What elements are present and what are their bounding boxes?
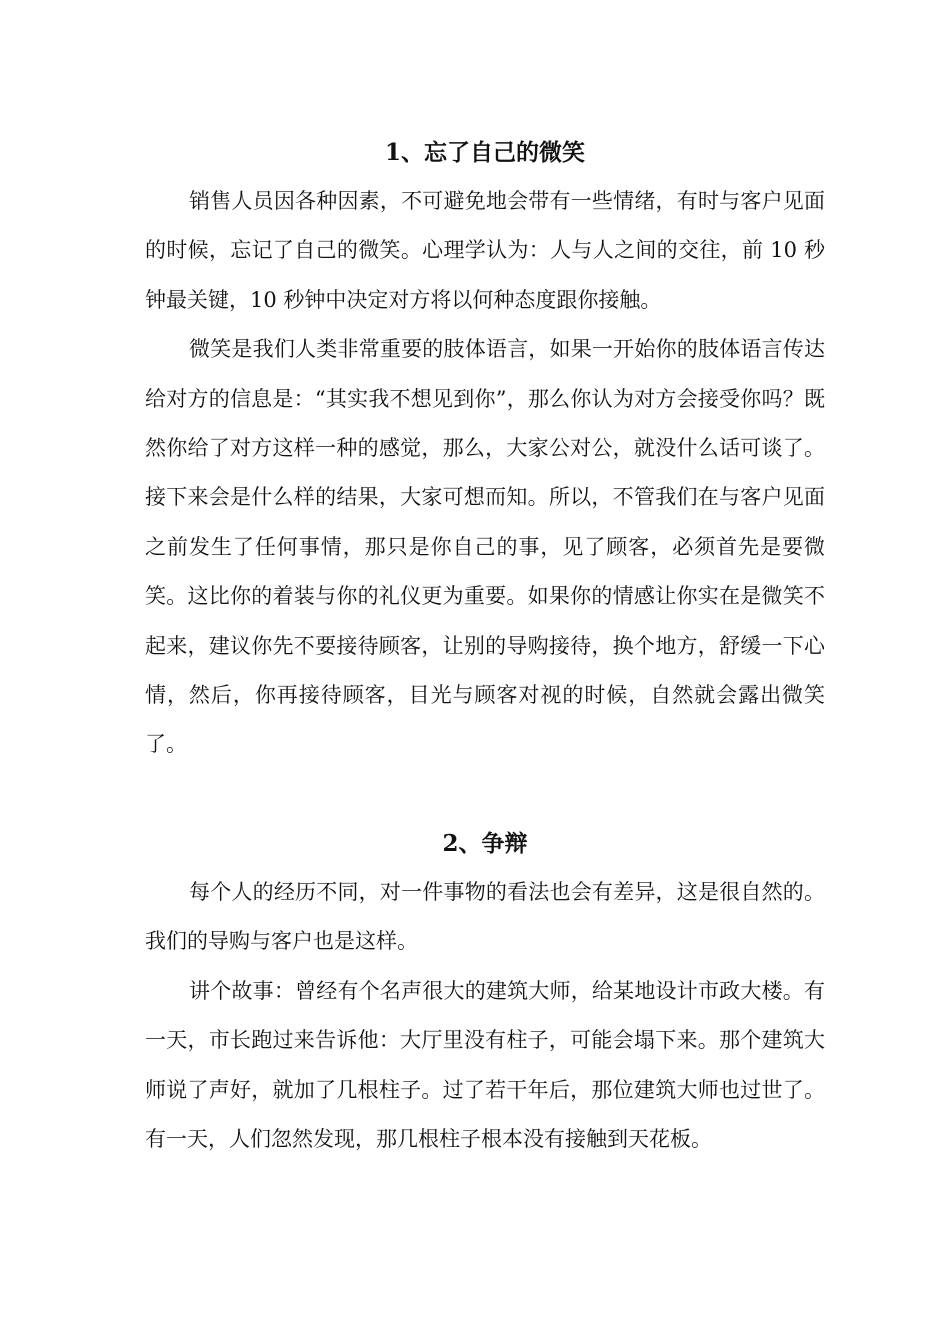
section-2-heading: 2、争辩 [442, 829, 528, 857]
section-1-paragraph-1: 销售人员因各种因素，不可避免地会带有一些情绪，有时与客户见面的时候，忘记了自己的微笑。心理学认为：人与人之间的交往，前 10 秒钟最关键，10 秒钟中决定对方将以何种态度跟你接触。 [145, 189, 825, 312]
section-1-paragraph-2: 微笑是我们人类非常重要的肢体语言，如果一开始你的肢体语言传达给对方的信息是：“其实我不想见到你”，那么你认为对方会接受你吗？既然你给了对方这样一种的感觉，那么，大家公对公，就没什么话可谈了。接下来会是什么样的结果，大家可想而知。所以，不管我们在与客户见面之前发生了任何事情，那只是你自己的事，见了顾客，必须首先是要微笑。这比你的着装与你的礼仪更为重要。如果你的情感让你实在是微笑不起来，建议你先不要接待顾客，让别的导购接待，换个地方，舒缓一下心情，然后，你再接待顾客，目光与顾客对视的时候，自然就会露出微笑了。 [145, 337, 825, 757]
section-2-paragraph-1: 每个人的经历不同，对一件事物的看法也会有差异，这是很自然的。我们的导购与客户也是这样。 [145, 879, 825, 954]
section-1-heading: 1、忘了自己的微笑 [384, 139, 585, 166]
section-2-paragraph-2: 讲个故事：曾经有个名声很大的建筑大师，给某地设计市政大楼。有一天，市长跑过来告诉他：大厅里没有柱子，可能会塌下来。那个建筑大师说了声好，就加了几根柱子。过了若干年后，那位建筑大师也过世了。有一天，人们忽然发现，那几根柱子根本没有接触到天花板。 [145, 978, 825, 1151]
section-divider-space [145, 770, 825, 819]
document-body [145, 128, 825, 1164]
